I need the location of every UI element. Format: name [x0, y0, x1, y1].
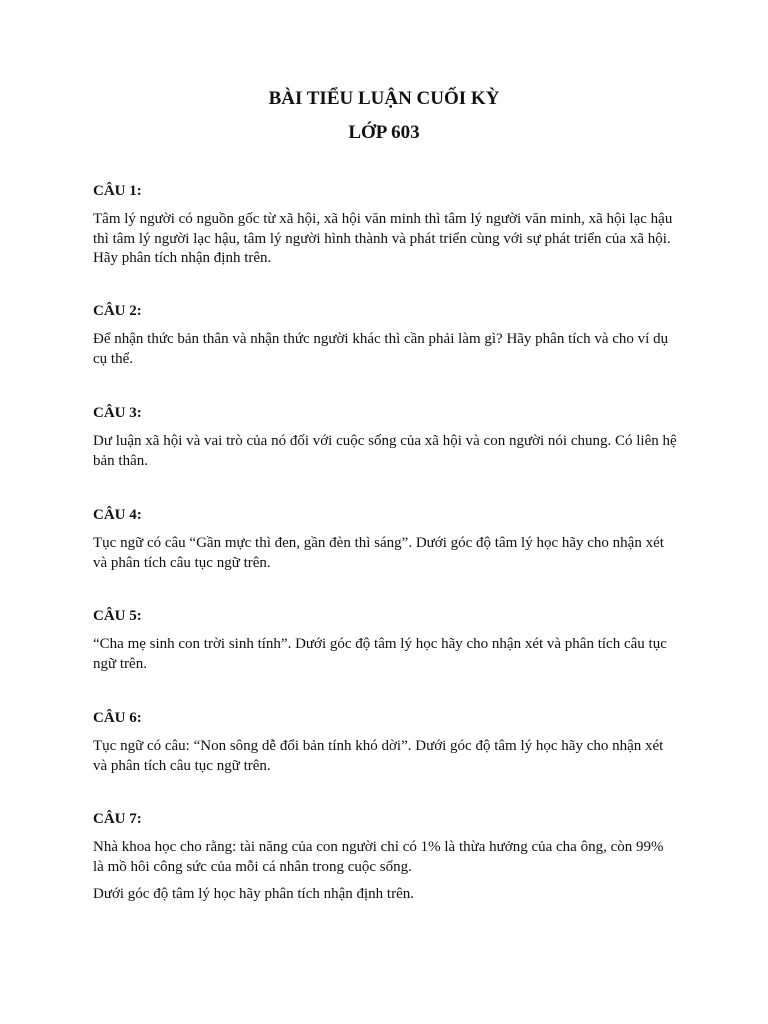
question-heading: CÂU 4:: [93, 507, 142, 523]
question-heading: CÂU 2:: [93, 303, 142, 319]
question-heading: CÂU 3:: [93, 405, 142, 421]
question-3: [93, 404, 678, 471]
question-text: Dưới góc độ tâm lý học hãy phân tích nhận định trên.: [93, 886, 414, 902]
document-title: BÀI TIỂU LUẬN CUỐI KỲ: [268, 88, 500, 109]
question-heading: CÂU 1:: [93, 183, 142, 199]
question-text: Nhà khoa học cho rằng: tài năng của con người chỉ có 1% là thừa hưởng của cha ông, còn 99% là mồ hôi công sức của mỗi cá nhân trong cuộc sống.: [93, 839, 664, 875]
question-2: [93, 302, 678, 369]
question-text: Tâm lý người có nguồn gốc từ xã hội, xã hội văn minh thì tâm lý người văn minh, xã hội lạc hậu thì tâm lý người lạc hậu, tâm lý người hình thành và phát triển cùng với sự phát triển của xã hội. Hãy phân tích nhận định trên.: [93, 211, 673, 266]
question-text: “Cha mẹ sinh con trời sinh tính”. Dưới góc độ tâm lý học hãy cho nhận xét và phân tích câu tục ngữ trên.: [93, 636, 667, 672]
question-5: [93, 607, 678, 674]
question-heading: CÂU 5:: [93, 608, 142, 624]
question-7: [93, 810, 678, 905]
document-subtitle: LỚP 603: [348, 122, 420, 143]
question-1: [93, 182, 678, 269]
question-text: Dư luận xã hội và vai trò của nó đối với cuộc sống của xã hội và con người nói chung. Có liên hệ bản thân.: [93, 433, 677, 469]
question-text: Tục ngữ có câu “Gần mực thì đen, gần đèn thì sáng”. Dưới góc độ tâm lý học hãy cho nhận xét và phân tích câu tục ngữ trên.: [93, 535, 664, 571]
question-heading: CÂU 7:: [93, 811, 142, 827]
question-6: [93, 709, 678, 776]
question-text: Tục ngữ có câu: “Non sông dễ đổi bản tính khó dời”. Dưới góc độ tâm lý học hãy cho nhận xét và phân tích câu tục ngữ trên.: [93, 738, 664, 774]
question-heading: CÂU 6:: [93, 710, 142, 726]
question-4: [93, 506, 678, 573]
question-text: Để nhận thức bản thân và nhận thức người khác thì cần phải làm gì? Hãy phân tích và cho ví dụ cụ thể.: [93, 331, 669, 367]
